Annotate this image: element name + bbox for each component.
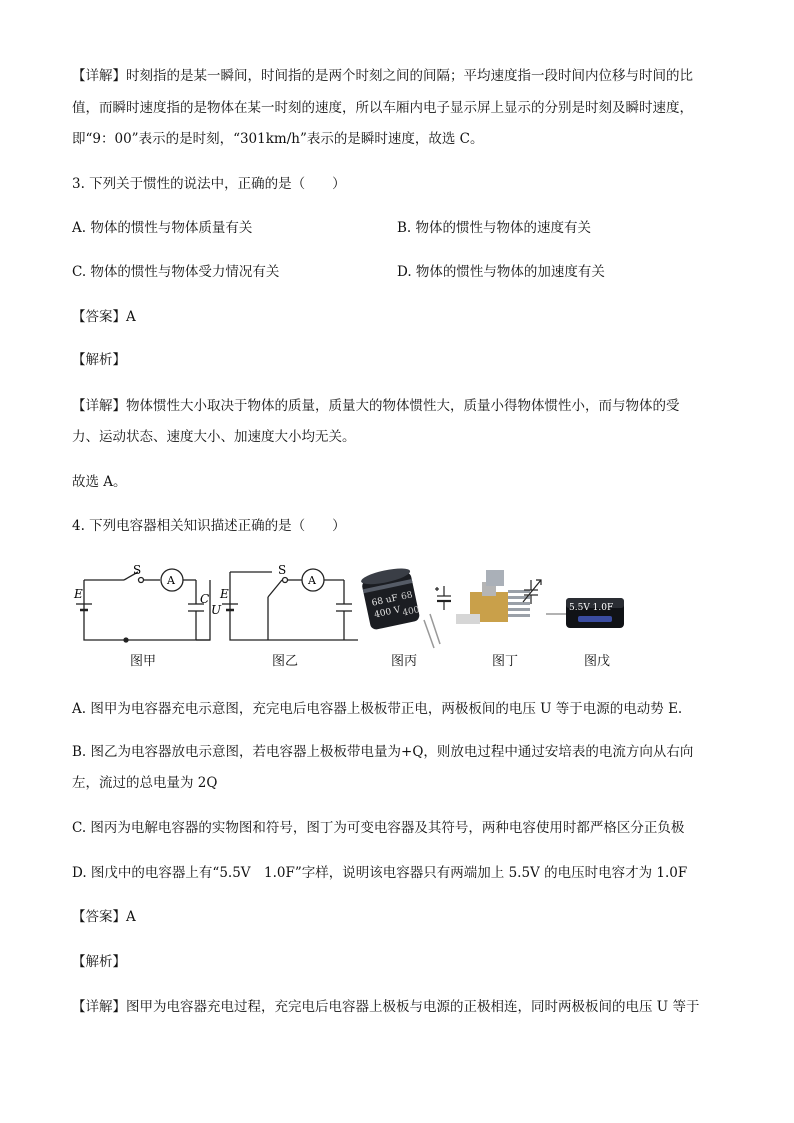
- question-3-detail-line-1: [72, 396, 680, 416]
- detail-text: 物体惯性大小取决于物体的质量，质量大的物体惯性大，质量小得物体惯性小，而与物体的受: [126, 398, 680, 414]
- question-4-option-b-line-1: B. 图乙为电容器放电示意图，若电容器上极板带电量为+Q，则放电过程中通过安培表的电流方向从右向: [72, 744, 694, 760]
- label-ammeter-jia: A: [167, 574, 175, 587]
- question-3-answer: [72, 307, 136, 327]
- question-3-option-d: D. 物体的惯性与物体的加速度有关: [397, 264, 605, 280]
- detail-paragraph-1-line-1: [72, 66, 693, 86]
- label-e-yi: E: [220, 587, 229, 601]
- question-4-detail-line-1: [72, 997, 699, 1017]
- electrolytic-capacitor-photo: [360, 565, 440, 648]
- question-4-option-d: D. 图戊中的电容器上有“5.5V 1.0F”字样，说明该电容器只有两端加上 5.5V 的电压时电容才为 1.0F: [72, 865, 688, 881]
- label-c-jia: C: [200, 592, 210, 606]
- caption-jia: 图甲: [130, 654, 157, 669]
- answer-value: A: [126, 909, 136, 925]
- caption-wu: 图戊: [584, 654, 611, 669]
- question-3-option-b: B. 物体的惯性与物体的速度有关: [397, 220, 592, 236]
- label-u-jia: U: [211, 603, 222, 617]
- question-4-answer: [72, 907, 136, 927]
- detail-paragraph-1-line-3: 即“9：00”表示的是时刻，“301km/h”表示的是瞬时速度，故选 C。: [72, 131, 484, 147]
- super-capacitor-photo: [546, 598, 624, 628]
- label-s-yi: S: [278, 563, 287, 577]
- variable-capacitor-photo: [456, 570, 530, 624]
- question-3-analysis-label: 【解析】: [72, 352, 126, 368]
- cap1-text-c: 68: [400, 590, 414, 603]
- capacitor-figures: [72, 562, 712, 672]
- cap1-text-b: 400 V: [373, 605, 402, 621]
- question-4-analysis-label: 【解析】: [72, 954, 126, 970]
- question-3-option-c: C. 物体的惯性与物体受力情况有关: [72, 264, 280, 280]
- question-3-stem: 3. 下列关于惯性的说法中，正确的是（ ）: [72, 176, 346, 192]
- label-s-jia: S: [133, 563, 142, 577]
- caption-bing: 图丙: [391, 654, 418, 669]
- electrolytic-symbol-icon: [435, 586, 451, 610]
- detail-tag: 【详解】: [72, 999, 126, 1015]
- caption-ding: 图丁: [492, 654, 519, 669]
- detail-tag: 【详解】: [72, 68, 126, 84]
- answer-tag: 【答案】: [72, 309, 126, 325]
- cap1-text-a: 68 uF: [370, 593, 399, 609]
- detail-paragraph-1-line-2: 值，而瞬时速度指的是物体在某一时刻的速度，所以车厢内电子显示屏上显示的分别是时刻及瞬时速度，: [72, 100, 693, 116]
- question-4-option-b-line-2: 左，流过的总电量为 2Q: [72, 775, 218, 791]
- question-4-stem: 4. 下列电容器相关知识描述正确的是（ ）: [72, 518, 346, 534]
- label-ammeter-yi: A: [308, 574, 316, 587]
- question-4-option-c: C. 图丙为电解电容器的实物图和符号，图丁为可变电容器及其符号，两种电容使用时都严格区分正负极: [72, 820, 685, 836]
- detail-text: 时刻指的是某一瞬间，时间指的是两个时刻之间的间隔；平均速度指一段时间内位移与时间的比: [126, 68, 693, 84]
- circuit-figure-yi: [222, 569, 358, 640]
- cap2-text: 5.5V 1.0F: [569, 603, 614, 613]
- cap1-text-d: 400: [401, 605, 421, 619]
- answer-tag: 【答案】: [72, 909, 126, 925]
- question-3-conclusion: 故选 A。: [72, 474, 127, 490]
- caption-yi: 图乙: [272, 654, 299, 669]
- detail-text: 图甲为电容器充电过程，充完电后电容器上极板与电源的正极相连，同时两极板间的电压 U 等于: [126, 999, 700, 1015]
- detail-tag: 【详解】: [72, 398, 126, 414]
- question-3-detail-line-2: 力、运动状态、速度大小、加速度大小均无关。: [72, 429, 356, 445]
- question-3-option-a: A. 物体的惯性与物体质量有关: [72, 220, 253, 236]
- label-e-jia: E: [74, 587, 83, 601]
- answer-value: A: [126, 309, 136, 325]
- question-4-option-a: A. 图甲为电容器充电示意图，充完电后电容器上极板带正电，两极板间的电压 U 等于电源的电动势 E.: [72, 701, 683, 717]
- circuit-figure-jia: [76, 569, 210, 642]
